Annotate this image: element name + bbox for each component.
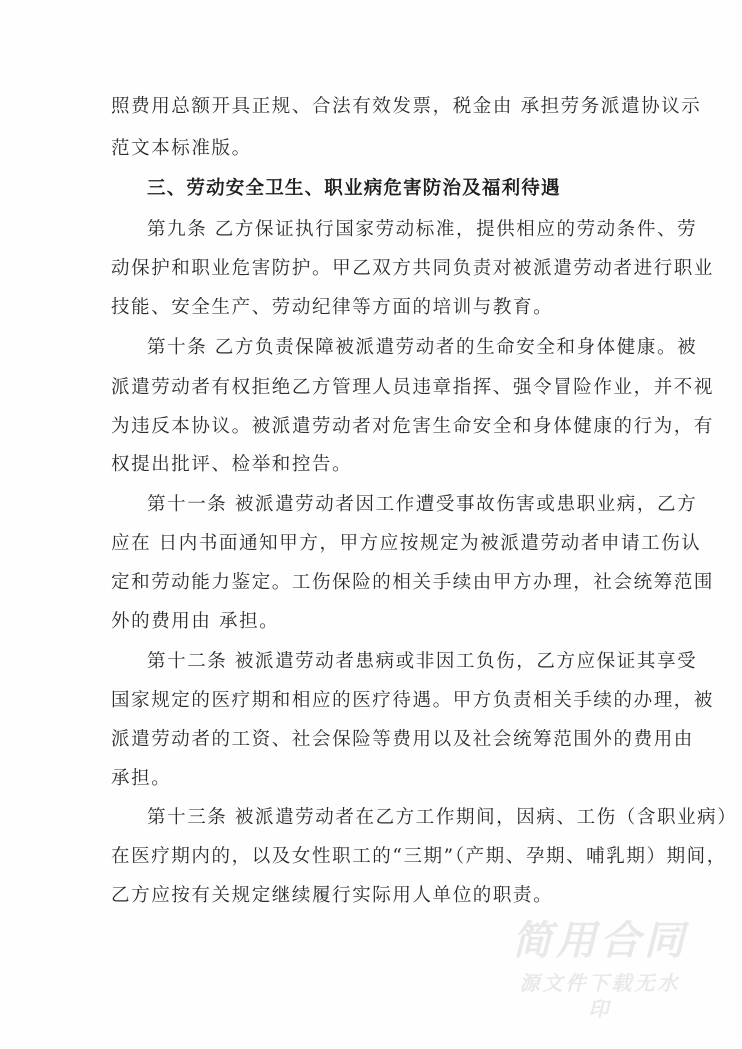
paragraph-line: 定和劳动能力鉴定。工伤保险的相关手续由甲方办理，社会统筹范围 bbox=[111, 572, 715, 593]
paragraph-line: 第十条 乙方负责保障被派遣劳动者的生命安全和身体健康。被 bbox=[147, 337, 698, 358]
paragraph-line: 为违反本协议。被派遣劳动者对危害生命安全和身体健康的行为，有 bbox=[111, 416, 715, 437]
paragraph-line: 应在 日内书面通知甲方，甲方应按规定为被派遣劳动者申请工伤认 bbox=[111, 533, 702, 554]
paragraph-line: 派遣劳动者有权拒绝乙方管理人员违章指挥、强令冒险作业，并不视 bbox=[111, 377, 715, 398]
paragraph-line: 在医疗期内的，以及女性职工的“三期”（产期、孕期、哺乳期）期间， bbox=[111, 846, 727, 867]
paragraph-line: 范文本标准版。 bbox=[111, 138, 252, 159]
paragraph-line: 承担。 bbox=[111, 768, 172, 789]
paragraph-line: 技能、安全生产、劳动纪律等方面的培训与教育。 bbox=[111, 297, 554, 318]
paragraph-line: 第十三条 被派遣劳动者在乙方工作期间，因病、工伤（含职业病） bbox=[147, 807, 738, 828]
watermark-subtitle: 源文件下载无水印 bbox=[519, 971, 681, 1021]
paragraph-line: 第十二条 被派遣劳动者患病或非因工负伤，乙方应保证其享受 bbox=[147, 651, 698, 672]
paragraph-line: 乙方应按有关规定继续履行实际用人单位的职责。 bbox=[111, 885, 554, 906]
section-heading: 三、劳动安全卫生、职业病危害防治及福利待遇 bbox=[147, 178, 561, 199]
watermark bbox=[510, 918, 690, 1022]
paragraph-line: 动保护和职业危害防护。甲乙双方共同负责对被派遣劳动者进行职业 bbox=[111, 258, 715, 279]
watermark-title: 简用合同 bbox=[512, 918, 688, 964]
paragraph-line: 权提出批评、检举和控告。 bbox=[111, 454, 353, 475]
paragraph-line: 派遣劳动者的工资、社会保险等费用以及社会统筹范围外的费用由 bbox=[111, 729, 694, 750]
paragraph-line: 第十一条 被派遣劳动者因工作遭受事故伤害或患职业病，乙方 bbox=[147, 494, 698, 515]
paragraph-line: 国家规定的医疗期和相应的医疗待遇。甲方负责相关手续的办理，被 bbox=[111, 690, 715, 711]
paragraph-line: 外的费用由 承担。 bbox=[111, 611, 280, 632]
paragraph-line: 照费用总额开具正规、合法有效发票，税金由 承担劳务派遣协议示 bbox=[111, 96, 702, 117]
paragraph-line: 第九条 乙方保证执行国家劳动标准，提供相应的劳动条件、劳 bbox=[147, 219, 698, 240]
